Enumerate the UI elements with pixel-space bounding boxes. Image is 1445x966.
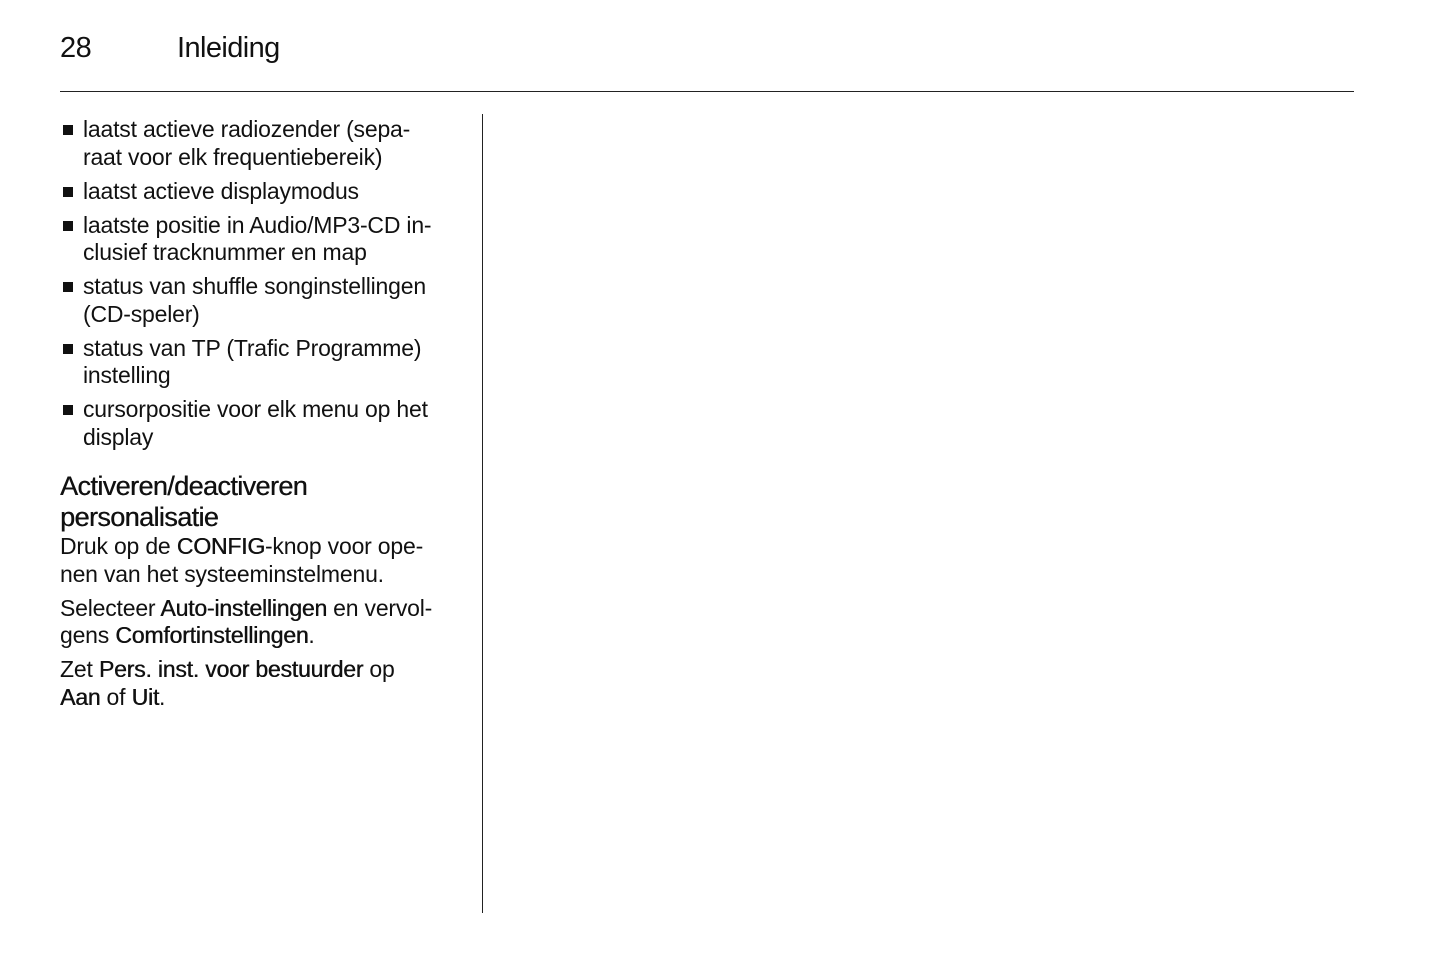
page-number: 28 (60, 32, 92, 64)
square-bullet-icon (63, 344, 73, 354)
paragraph-config-button (60, 533, 465, 588)
section-heading-line: Activeren/deactiveren (60, 471, 308, 501)
section-heading (60, 471, 465, 533)
list-item-text: cursorpositie voor elk menu op het (83, 396, 428, 422)
paragraph-text: -knop voor ope- (264, 533, 424, 559)
list-item (60, 396, 465, 451)
paragraph-text: nen van het systeeminstelmenu. (60, 560, 384, 587)
paragraph-text: Zet (60, 656, 99, 682)
paragraph-text: . (159, 683, 166, 710)
square-bullet-icon (63, 282, 73, 292)
square-bullet-icon (63, 405, 73, 415)
left-column (60, 116, 465, 718)
option-uit: Uit (131, 683, 160, 710)
paragraph-set-personalisation (60, 656, 465, 711)
section-heading-line: personalisatie (60, 502, 219, 532)
config-button-label: CONFIG (176, 533, 265, 559)
list-item-text: laatst actieve displaymodus (83, 177, 359, 204)
header-divider (60, 91, 1354, 92)
menu-item-auto-instellingen: Auto-instellingen (160, 594, 327, 621)
paragraph-text: op (363, 656, 395, 682)
list-item (60, 116, 465, 171)
paragraph-text: Druk op de (60, 533, 177, 559)
list-item (60, 212, 465, 267)
list-item-text: status van shuffle songinstellingen (83, 273, 426, 299)
menu-item-comfortinstellingen: Comfortinstellingen (115, 622, 309, 648)
list-item (60, 335, 465, 390)
paragraph-select-settings (60, 595, 465, 650)
column-divider (482, 114, 483, 913)
list-item-text: display (83, 423, 154, 450)
paragraph-text: . (308, 622, 315, 648)
list-item-text: clusief tracknummer en map (83, 239, 367, 265)
paragraph-text: Selecteer (60, 594, 161, 621)
chapter-title: Inleiding (177, 32, 280, 64)
square-bullet-icon (63, 125, 73, 135)
paragraph-text: of (100, 683, 132, 710)
menu-item-pers-inst: Pers. inst. voor bestuurder (98, 656, 364, 682)
list-item-text: (CD-speler) (83, 300, 200, 327)
list-item-text: instelling (83, 362, 171, 388)
list-item-text: raat voor elk frequentiebereik) (83, 143, 383, 170)
paragraph-text: gens (60, 622, 116, 648)
square-bullet-icon (63, 187, 73, 197)
list-item (60, 273, 465, 328)
list-item-text: laatste positie in Audio/MP3-CD in- (83, 211, 432, 238)
list-item-text: status van TP (Trafic Programme) (83, 334, 422, 361)
paragraph-text: en vervol- (326, 594, 433, 621)
list-item-text: laatst actieve radiozender (sepa- (83, 116, 411, 142)
option-aan: Aan (60, 683, 101, 710)
list-item (60, 178, 465, 206)
square-bullet-icon (63, 221, 73, 231)
memory-settings-list (60, 116, 465, 451)
